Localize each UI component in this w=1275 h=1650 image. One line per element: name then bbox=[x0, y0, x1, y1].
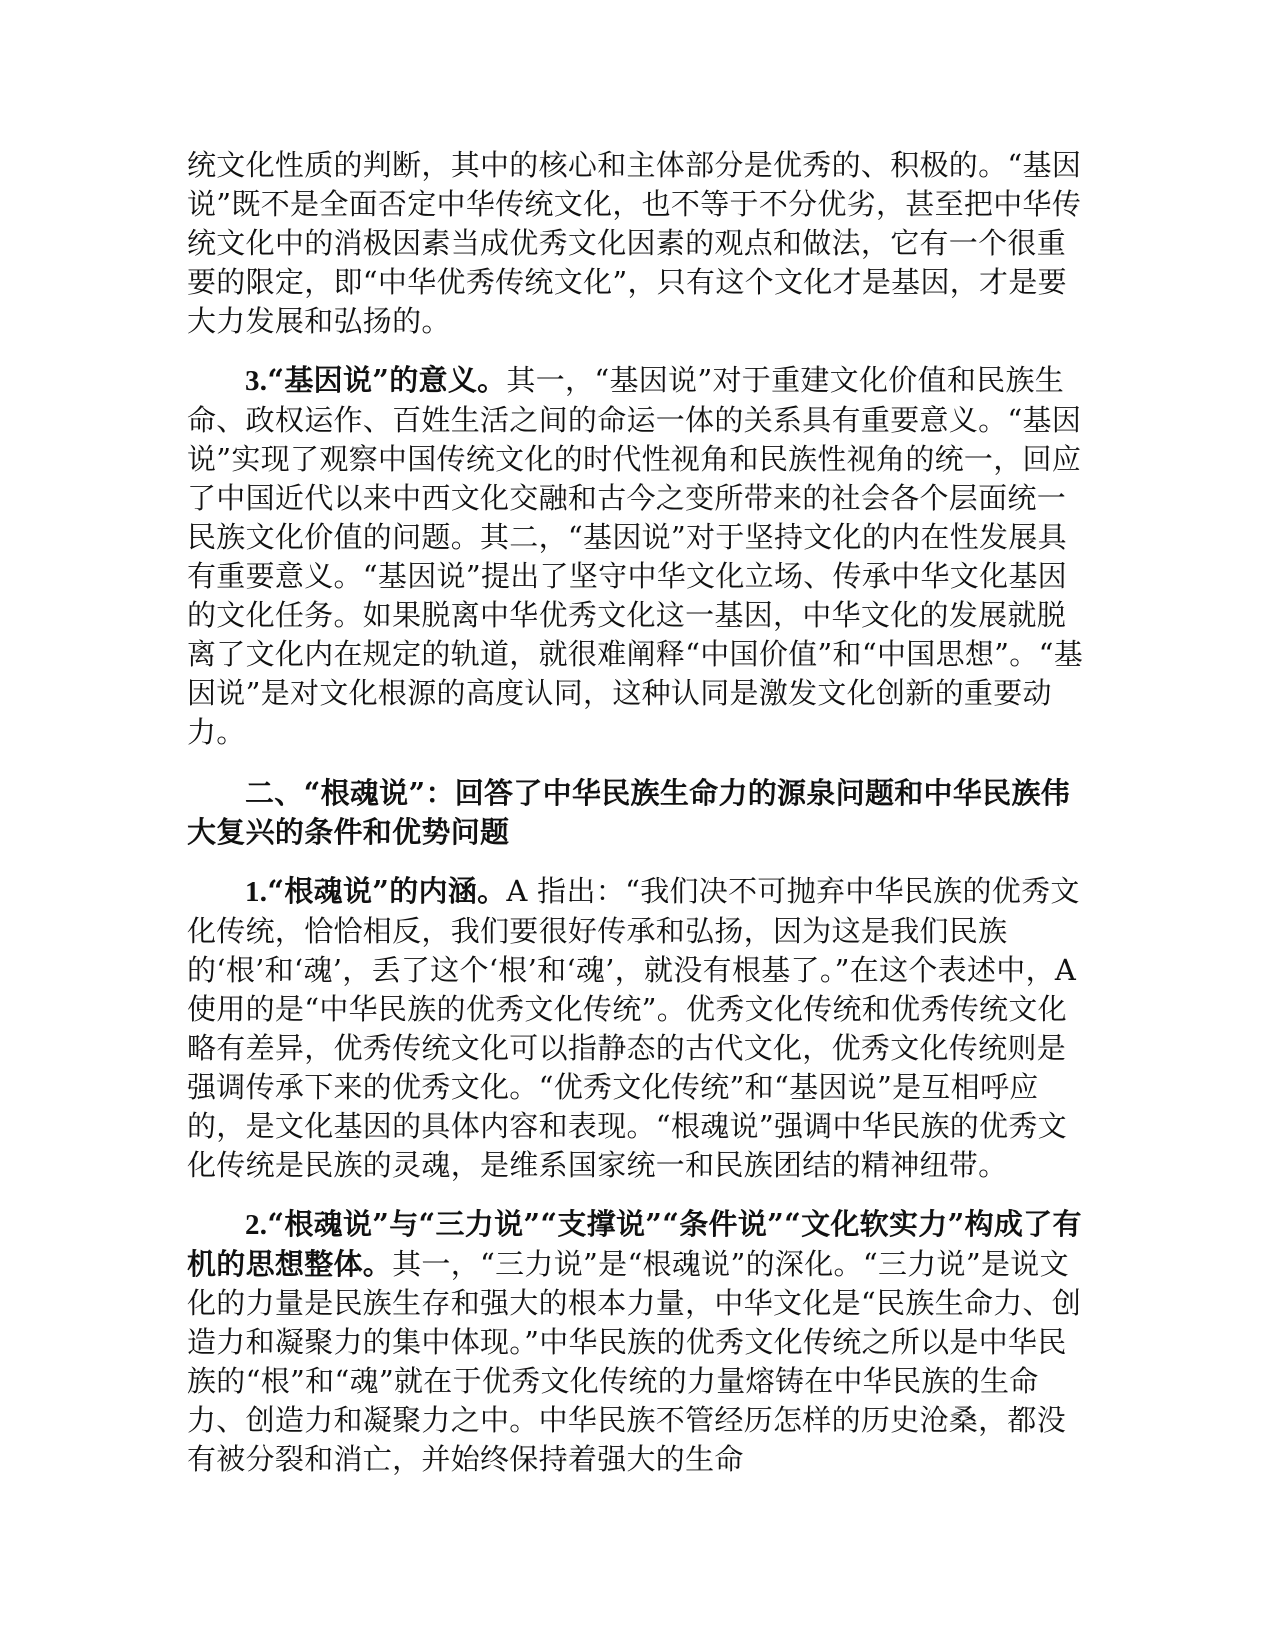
item-number: 1. bbox=[245, 876, 268, 908]
item-title: “根魂说”的内涵。 bbox=[267, 874, 507, 908]
item-number: 2. bbox=[245, 1209, 268, 1241]
item-title: “基因说”的意义。 bbox=[267, 363, 507, 397]
item-body: A 指出：“我们决不可抛弃中华民族的优秀文化传统，恰恰相反，我们要很好传承和弘扬，因为这是我们民族的‘根’和‘魂’，丢了这个‘根’和‘魂’，就没有根基了。”在这个表述中，A 使用的是“中华民族的优秀文化传统”。优秀文化传统和优秀传统文化略有差异，优秀传统文化可以指静态的古代文化，优秀文化传统则是强调传承下来的优秀文化。“优秀文化传统”和“基因说”是互相呼应的，是文化基因的具体内容和表现。“根魂说”强调中华民族的优秀文化传统是民族的灵魂，是维系国家统一和民族团结的精神纽带。 bbox=[187, 874, 1080, 1182]
item-number: 3. bbox=[245, 365, 268, 397]
item-body: 其一，“基因说”对于重建文化价值和民族生命、政权运作、百姓生活之间的命运一体的关系具有重要意义。“基因说”实现了观察中国传统文化的时代性视角和民族性视角的统一，回应了中国近代以来中西文化交融和古今之变所带来的社会各个层面统一民族文化价值的问题。其二，“基因说”对于坚持文化的内在性发展具有重要意义。“基因说”提出了坚守中华文化立场、传承中华文化基因的文化任务。如果脱离中华优秀文化这一基因，中华文化的发展就脱离了文化内在规定的轨道，就很难阐释“中国价值”和“中国思想”。“基因说”是对文化根源的高度认同，这种认同是激发文化创新的重要动力。 bbox=[187, 363, 1084, 749]
section-heading: 二、“根魂说”：回答了中华民族生命力的源泉问题和中华民族伟大复兴的条件和优势问题 bbox=[187, 776, 1071, 849]
paragraph-significance bbox=[187, 361, 1087, 752]
document-page bbox=[187, 146, 1087, 1479]
paragraph-organic-whole bbox=[187, 1205, 1087, 1479]
paragraph-continuation: 统文化性质的判断，其中的核心和主体部分是优秀的、积极的。“基因说”既不是全面否定中华传统文化，也不等于不分优劣，甚至把中华传统文化中的消极因素当成优秀文化因素的观点和做法，它有一个很重要的限定，即“中华优秀传统文化”，只有这个文化才是基因，才是要大力发展和弘扬的。 bbox=[187, 148, 1082, 338]
item-body: 其一，“三力说”是“根魂说”的深化。“三力说”是说文化的力量是民族生存和强大的根本力量，中华文化是“民族生命力、创造力和凝聚力的集中体现。”中华民族的优秀文化传统之所以是中华民族的“根”和“魂”就在于优秀文化传统的力量熔铸在中华民族的生命力、创造力和凝聚力之中。中华民族不管经历怎样的历史沧桑，都没有被分裂和消亡，并始终保持着强大的生命 bbox=[187, 1247, 1082, 1476]
item-title: “根魂说”与“三力说”“支撑说”“条件说”“文化软实力”构成了有机的思想整体。 bbox=[187, 1207, 1082, 1281]
paragraph-connotation bbox=[187, 872, 1087, 1185]
